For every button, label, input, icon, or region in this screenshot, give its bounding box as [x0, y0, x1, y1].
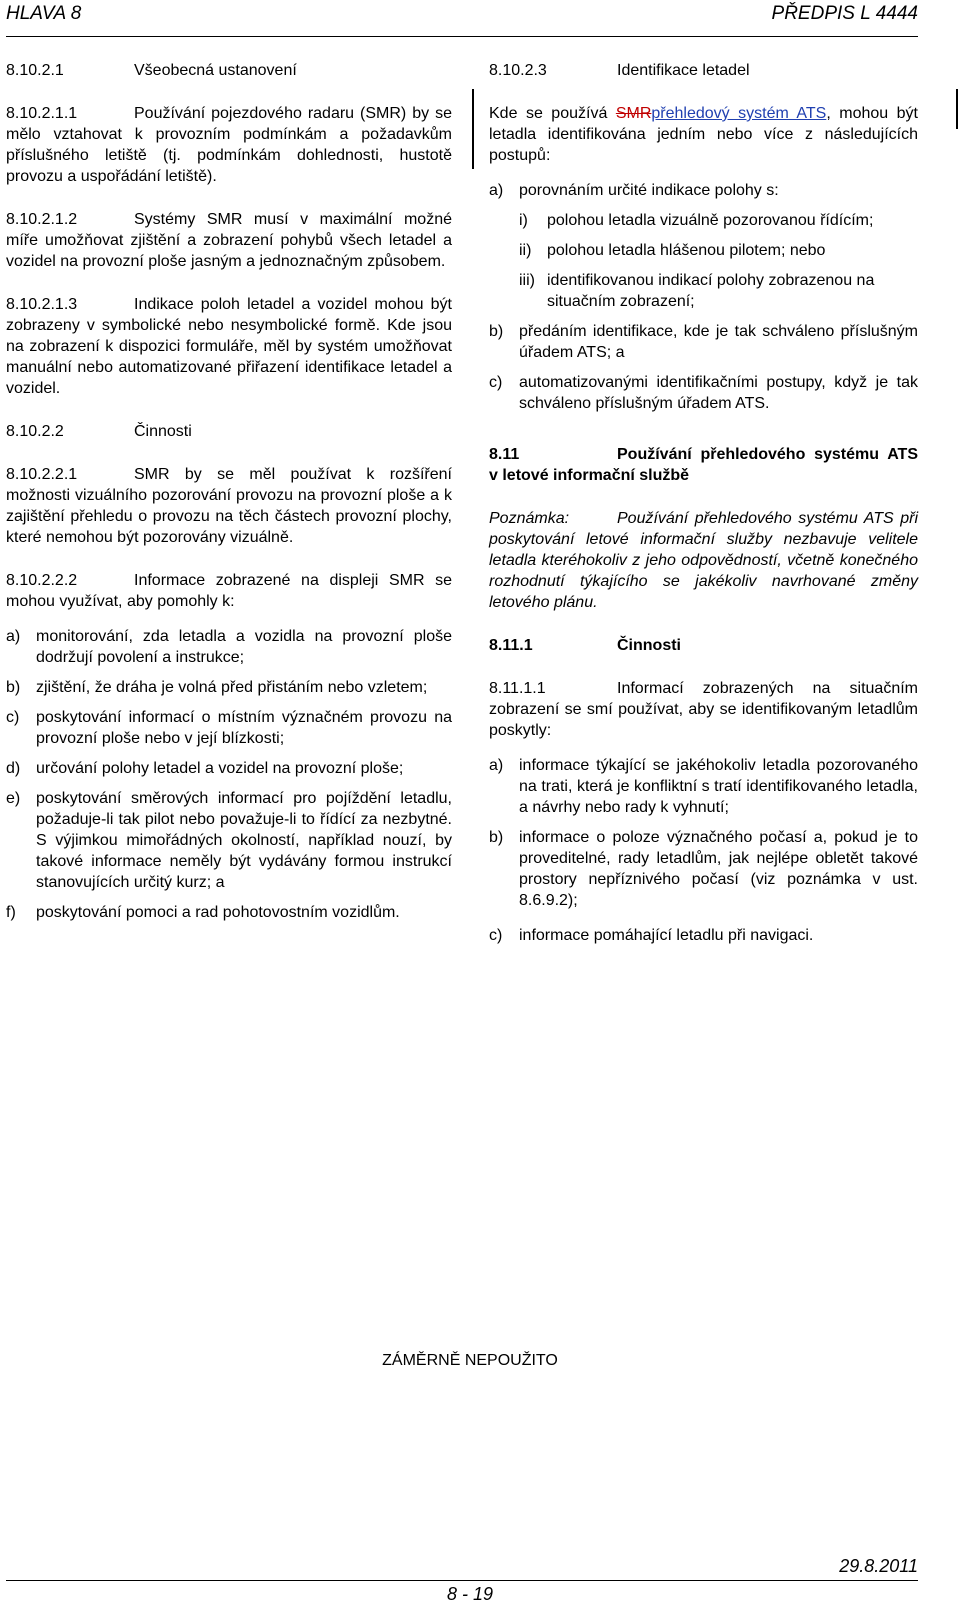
- section-heading: 8.10.2.2 Činnosti: [6, 423, 192, 440]
- sub-list-item: i) polohou letadla vizuálně pozorovanou řídícím;: [519, 212, 874, 229]
- section-heading: 8.10.2.1 Všeobecná ustanovení: [6, 62, 297, 79]
- revision-bar: [956, 89, 958, 129]
- footer-rule: [6, 1580, 918, 1581]
- right-column: [489, 60, 918, 955]
- list-item: e) poskytování směrových informací pro pojíždění letadlu, požaduje-li tak pilot nebo považuje-li to řídící za nezbytné. S výjimkou mimořádných okolností, například nouzí, by takové informace neměly být vydávány formou instrukcí stanovujících určitý kurz; a: [6, 790, 452, 891]
- section-heading: 8.10.2.3 Identifikace letadel: [489, 62, 750, 79]
- list-item: b) informace o poloze význačného počasí a, pokud je to proveditelné, rady letadlům, jak nejlépe obletět takové prostory nepříznivého počasí (viz poznámka v ust. 8.6.9.2);: [489, 829, 918, 909]
- footer-date: 29.8.2011: [839, 1556, 918, 1576]
- list-item: d) určování polohy letadel a vozidel na provozní ploše;: [6, 760, 404, 777]
- paragraph: 8.10.2.1.3 Indikace poloh letadel a vozidel mohou být zobrazeny v symbolické nebo nesymbolické formě. Kde jsou na zobrazení k dispozici formuláře, měl by systém umožňovat manuální nebo automatizované přiřazení identifikace letadel a vozidel.: [6, 296, 452, 397]
- list-item: a) porovnáním určité indikace polohy s:: [489, 182, 779, 199]
- sub-list-item: iii) identifikovanou indikací polohy zobrazenou na situačním zobrazení;: [519, 272, 875, 310]
- paragraph: 8.10.2.1.1 Používání pojezdového radaru (SMR) by se mělo vztahovat k provozním podmínkám a požadavkům příslušného letiště (tj. podmínkám dohlednosti, hustotě provozu a uspořádání letiště).: [6, 105, 452, 185]
- page-number: 8 - 19: [446, 1584, 494, 1604]
- paragraph: 8.11.1.1 Informací zobrazených na situačním zobrazení se smí používat, aby se identifikovaným letadlům poskytly:: [489, 680, 918, 739]
- left-column: [6, 60, 452, 932]
- section-heading: 8.11.1 Činnosti: [489, 637, 681, 654]
- list-item: b) zjištění, že dráha je volná před přistáním nebo vzletem;: [6, 679, 428, 696]
- regulation-label: PŘEDPIS L 4444: [771, 3, 918, 24]
- section-heading: 8.11 Používání přehledového systému ATS v letové informační službě: [489, 446, 918, 484]
- revision-bar: [472, 89, 474, 169]
- list-item: a) informace týkající se jakéhokoliv letadla pozorovaného na trati, která je konfliktní s tratí identifikovaného letadla, a návrhy nebo rady k vyhnutí;: [489, 757, 918, 816]
- page-header: [6, 0, 918, 37]
- note: Poznámka: Používání přehledového systému ATS při poskytování letové informační služby nezbavuje velitele letadla kteréhokoliv z jeho odpovědností, včetně konečného rozhodnutí týkajícího se jakékoliv navrhované změny letového plánu.: [489, 510, 918, 611]
- list-item: c) automatizovanými identifikačními postupy, když je tak schváleno příslušným úřadem ATS.: [489, 374, 918, 412]
- list-item: b) předáním identifikace, kde je tak schváleno příslušným úřadem ATS; a: [489, 323, 918, 361]
- intentionally-blank-note: ZÁMĚRNĚ NEPOUŽITO: [382, 1352, 558, 1369]
- list-item: c) poskytování informací o místním význačném provozu na provozní ploše nebo v její blízkosti;: [6, 709, 452, 747]
- sub-list-item: ii) polohou letadla hlášenou pilotem; nebo: [519, 242, 826, 259]
- deleted-text: SMR: [615, 105, 652, 122]
- list-item: f) poskytování pomoci a rad pohotovostním vozidlům.: [6, 904, 400, 921]
- paragraph: 8.10.2.2.1 SMR by se měl používat k rozšíření možnosti vizuálního pozorování provozu na provozní ploše a k zajištění přehledu o provozu na těch částech provozní plochy, které nemohou být pozorovány vizuálně.: [6, 466, 452, 546]
- chapter-label: HLAVA 8: [6, 3, 82, 24]
- list-item: a) monitorování, zda letadla a vozidla na provozní ploše dodržují povolení a instrukce;: [6, 628, 452, 666]
- list-item: c) informace pomáhající letadlu při navigaci.: [489, 927, 814, 944]
- paragraph: 8.10.2.2.2 Informace zobrazené na displeji SMR se mohou využívat, aby pomohly k:: [6, 572, 452, 610]
- paragraph: Kde se používá SMRpřehledový systém ATS, mohou být letadla identifikována jedním nebo více z následujících postupů:: [489, 105, 918, 164]
- inserted-text: přehledový systém ATS: [651, 105, 827, 122]
- paragraph: 8.10.2.1.2 Systémy SMR musí v maximální možné míře umožňovat zjištění a zobrazení pohybů všech letadel a vozidel na provozní ploše jasným a jednoznačným způsobem.: [6, 211, 452, 270]
